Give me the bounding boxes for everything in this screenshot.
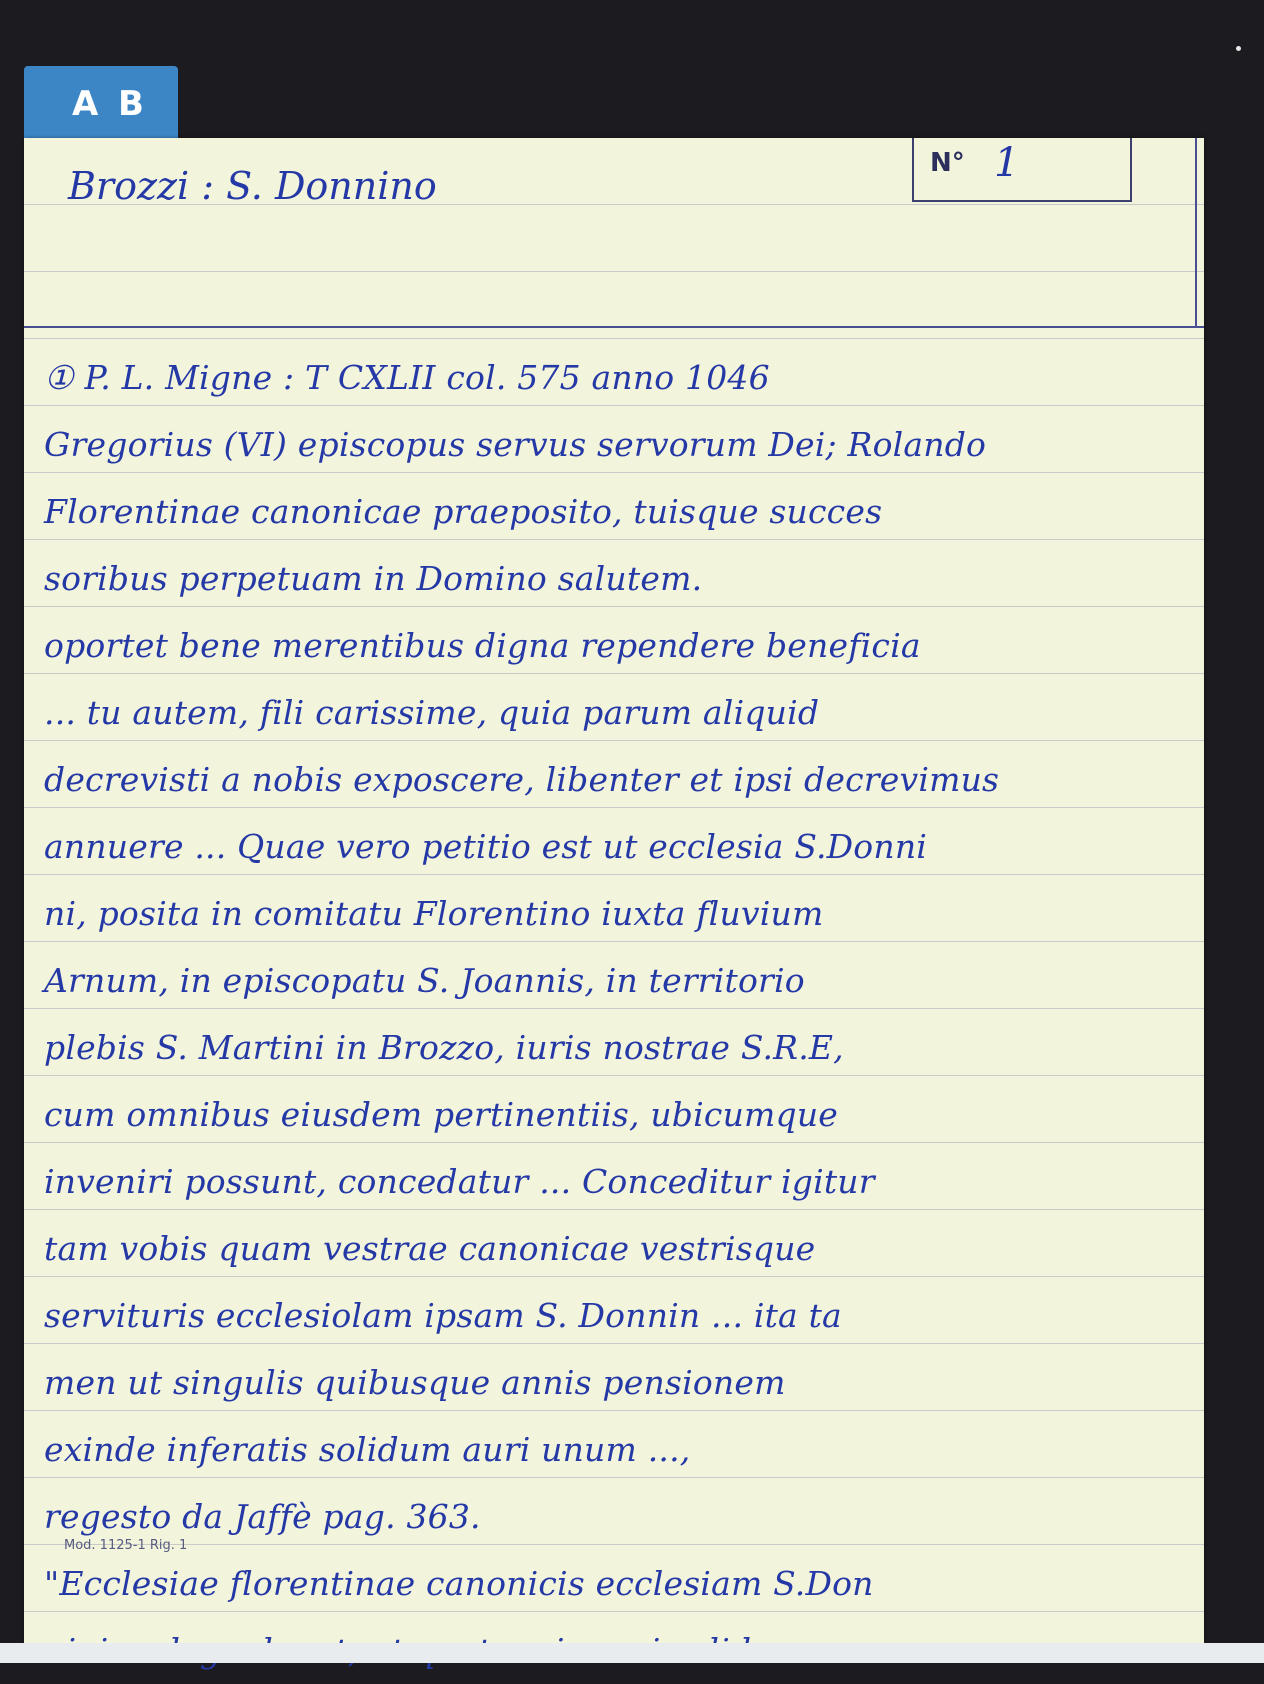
scan-bottom-strip	[0, 1643, 1264, 1663]
header-right-border	[1195, 138, 1197, 326]
text-line-6: ... tu autem, fili carissime, quia parum aliquid	[44, 693, 820, 732]
card-form-number: Mod. 1125-1 Rig. 1	[64, 1538, 188, 1553]
tab-letter-b: B	[118, 84, 144, 124]
card-number-label: N°	[930, 148, 965, 178]
text-line-8: annuere ... Quae vero petitio est ut ecclesia S.Donni	[44, 827, 928, 866]
text-line-15: servituris ecclesiolam ipsam S. Donnin ... ita ta	[44, 1296, 842, 1335]
card-title: Brozzi : S. Donnino	[68, 164, 437, 208]
text-line-1: ① P. L. Migne : T CXLII col. 575 anno 1046	[44, 358, 770, 397]
index-tab	[24, 66, 178, 142]
scan-speck	[1236, 46, 1241, 51]
header-divider	[24, 326, 1204, 328]
text-line-14: tam vobis quam vestrae canonicae vestrisque	[44, 1229, 816, 1268]
tab-letter-a: A	[72, 84, 99, 124]
handwritten-text	[44, 344, 1194, 1684]
text-line-3: Florentinae canonicae praeposito, tuisque succes	[44, 492, 883, 531]
text-line-18: regesto da Jaffè pag. 363.	[44, 1497, 481, 1536]
text-line-12: cum omnibus eiusdem pertinentiis, ubicumque	[44, 1095, 839, 1134]
text-line-16: men ut singulis quibusque annis pensionem	[44, 1363, 786, 1402]
text-line-7: decrevisti a nobis exposcere, libenter et ipsi decrevimus	[44, 760, 1000, 799]
text-line-13: inveniri possunt, concedatur ... Conceditur igitur	[44, 1162, 875, 1201]
text-line-2: Gregorius (VI) episcopus servus servorum Dei; Rolando	[44, 425, 987, 464]
text-line-9: ni, posita in comitatu Florentino iuxta fluvium	[44, 894, 824, 933]
text-line-17: exinde inferatis solidum auri unum ...,	[44, 1430, 691, 1469]
card-number-box	[912, 138, 1132, 202]
text-line-10: Arnum, in episcopatu S. Joannis, in territorio	[44, 961, 805, 1000]
text-line-4: soribus perpetuam in Domino salutem.	[44, 559, 703, 598]
text-line-5: oportet bene merentibus digna rependere beneficia	[44, 626, 921, 665]
card-number-value: 1	[994, 140, 1020, 186]
text-line-11: plebis S. Martini in Brozzo, iuris nostrae S.R.E,	[44, 1028, 844, 1067]
text-line-19: "Ecclesiae florentinae canonicis ecclesiam S.Don	[44, 1564, 874, 1603]
